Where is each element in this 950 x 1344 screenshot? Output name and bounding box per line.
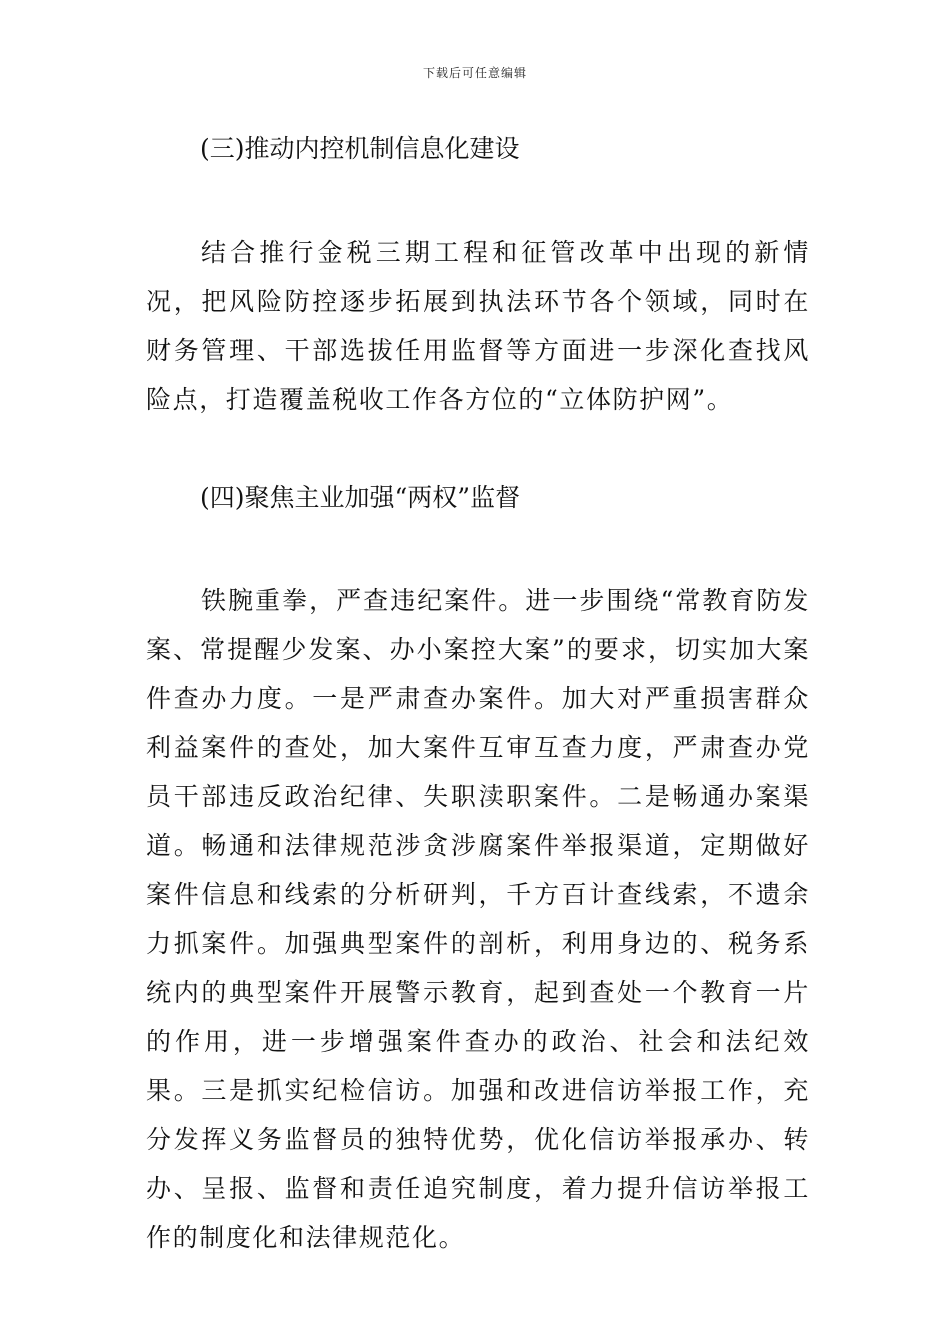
page-header-note: 下载后可任意编辑 (422, 66, 527, 80)
section-heading-3: (三)推动内控机制信息化建设 (200, 134, 520, 163)
section-paragraph-3: 结合推行金税三期工程和征管改革中出现的新情况，把风险防控逐步拓展到执法环节各个领域，同时在财务管理、干部选拔任用监督等方面进一步深化查找风险点，打造覆盖税收工作各方位的“立体防护网”。 (146, 238, 810, 414)
section-heading-4: (四)聚焦主业加强“两权”监督 (200, 483, 521, 512)
section-paragraph-4: 铁腕重拳，严查违纪案件。进一步围绕“常教育防发案、常提醒少发案、办小案控大案”的要求，切实加大案件查办力度。一是严肃查办案件。加大对严重损害群众利益案件的查处，加大案件互审互查力度，严肃查办党员干部违反政治纪律、失职渎职案件。二是畅通办案渠道。畅通和法律规范涉贪涉腐案件举报渠道，定期做好案件信息和线索的分析研判，千方百计查线索，不遗余力抓案件。加强典型案件的剖析，利用身边的、税务系统内的典型案件开展警示教育，起到查处一个教育一片的作用，进一步增强案件查办的政治、社会和法纪效果。三是抓实纪检信访。加强和改进信访举报工作，充分发挥义务监督员的独特优势，优化信访举报承办、转办、呈报、监督和责任追究制度，着力提升信访举报工作的制度化和法律规范化。 (146, 586, 810, 1252)
